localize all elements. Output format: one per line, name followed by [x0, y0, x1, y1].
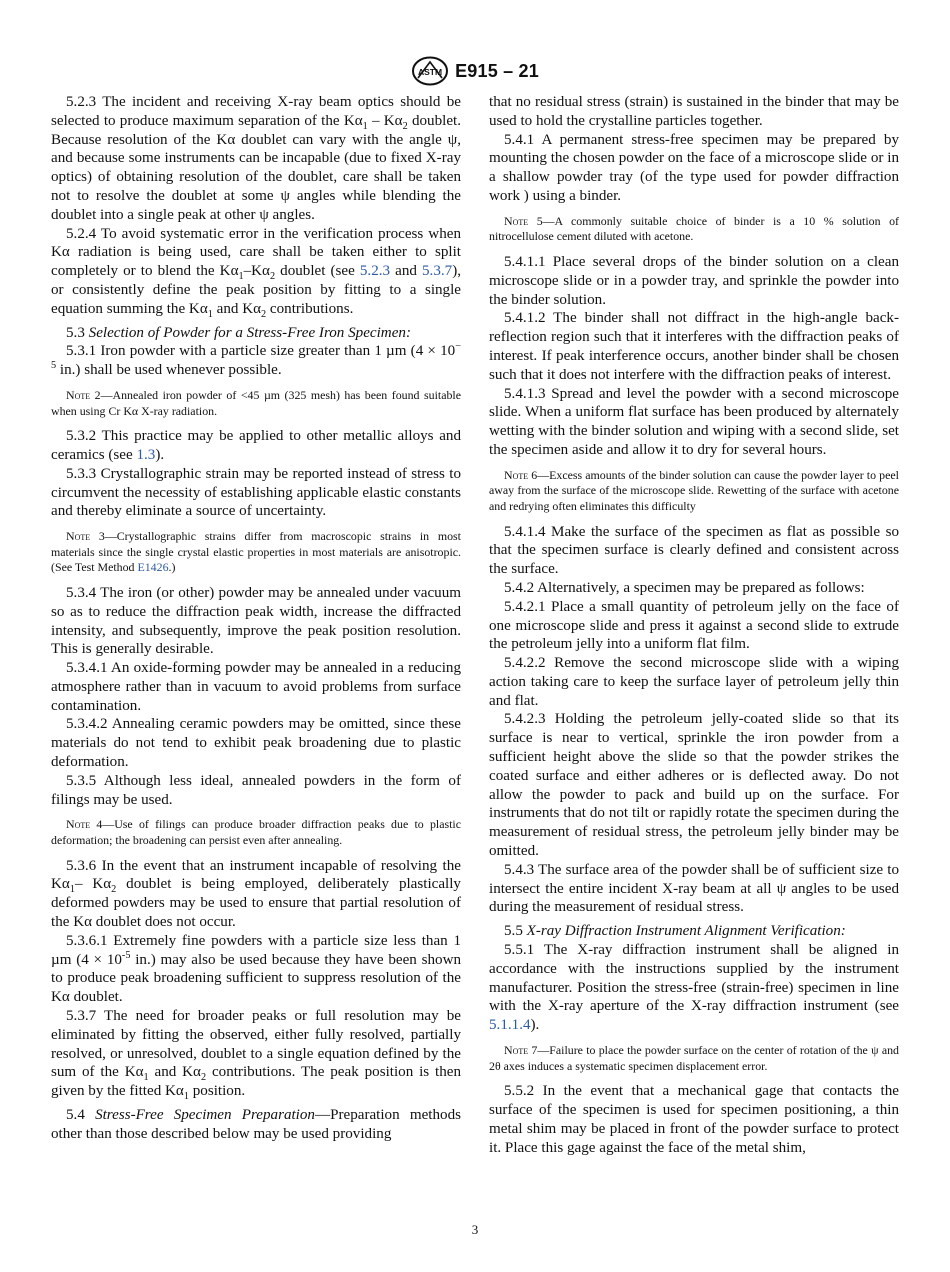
section-5-5-heading: 5.5 X-ray Diffraction Instrument Alignment Verification:: [504, 923, 846, 940]
note-4: Note 4—Use of filings can produce broader diffraction peaks due to plastic deformation; the broadening can persist even after annealing.: [51, 817, 461, 848]
para-5-3-7: 5.3.7 The need for broader peaks or full resolution may be eliminated by fitting the observed, either fully resolved, partially resolved, or unresolved, doublet to a single equation defined by the sum of the $K\alpha_1$ and $K\alpha_2$ contributions. The peak position is then given by the fitted $K\alpha_1$ position.: [51, 1008, 461, 1103]
page-number: 3: [471, 1222, 479, 1237]
para-5-4-continued: that no residual stress (strain) is sustained in the binder that may be used to hold the crystalline particles together.: [489, 94, 899, 129]
link-e1426[interactable]: E1426: [137, 560, 169, 575]
para-5-5-2: 5.5.2 In the event that a mechanical gage that contacts the surface of the specimen is used for specimen positioning, a thin metal shim may be placed in front of the powder surface to protect it. Place this gage against the face of the metal shim,: [489, 1083, 899, 1156]
para-5-3-4: 5.3.4 The iron (or other) powder may be annealed under vacuum so as to reduce the diffraction peak width, increase the diffracted intensity, and subsequently, improve the peak position resolution. This is generally desirable.: [51, 584, 461, 658]
note-6: Note 6—Excess amounts of the binder solution can cause the powder layer to peel away from the surface of the microscope slide. Rewetting of the surface with acetone and redrying often eliminates this difficulty: [489, 467, 899, 513]
para-5-4-1-4: 5.4.1.4 Make the surface of the specimen as flat as possible so that the specimen surface is clearly defined and consistent across the surface.: [489, 523, 899, 578]
astm-logo-text: ASTM: [418, 67, 443, 77]
para-5-4-1-2: 5.4.1.2 The binder shall not diffract in the high-angle back-reflection region such that it interferes with the diffraction peaks of interest. If peak interference occurs, another binder shall be chosen such that it does not interfere with the diffraction peaks of interest.: [489, 310, 899, 383]
section-5-3-heading: 5.3 Selection of Powder for a Stress-Free Iron Specimen:: [66, 324, 411, 341]
para-5-2-3: 5.2.3 The incident and receiving X-ray beam optics should be selected to produce maximum separation of the $K\alpha_1 - K\alpha_2$ doublet. Because resolution of the Kα doublet can vary with the angle ψ, and because some instruments can be incapable (due to fixed X-ray optics) of obtaining resolution of the doublet, care shall be taken not to resolve the doublet at some ψ angles while blending the doublet into a single peak at other ψ angles.: [51, 94, 461, 223]
para-5-4-2-1: 5.4.2.1 Place a small quantity of petroleum jelly on the face of one microscope slide and press it against a second slide to extrude the petroleum jelly into a uniform flat film.: [489, 598, 899, 653]
para-5-3-3: 5.3.3 Crystallographic strain may be reported instead of stress to circumvent the necessity of establishing applicable elastic constants and thereby eliminate a source of uncertainty.: [51, 465, 461, 520]
para-5-3-4-1: 5.3.4.1 An oxide-forming powder may be annealed in a reducing atmosphere rather than in vacuum to avoid problems from surface contamination.: [51, 660, 461, 714]
section-5-4-heading: 5.4 Stress-Free Specimen Preparation—Preparation methods other than those described below may be used providing: [51, 1107, 461, 1142]
note-3: Note 3—Crystallographic strains differ from macroscopic strains in most materials since the single crystal elastic properties in most materials are anisotropic. (See Test Method E1426.): [51, 529, 461, 575]
para-5-3-1: 5.3.1 Iron powder with a particle size greater than 1 µm ($4 \times 10^{- 5}$ in.) shall be used whenever possible.: [51, 341, 461, 379]
para-5-4-1: 5.4.1 A permanent stress-free specimen may be prepared by mounting the chosen powder on the face of a microscope slide or in a shallow powder tray (of the type used for powder diffraction work ) using a binder.: [489, 131, 899, 204]
page-header: [0, 54, 950, 88]
para-5-4-2-3: 5.4.2.3 Holding the petroleum jelly-coated slide so that its surface is near to vertical, sprinkle the iron powder from a sufficient height above the slide so that the powder strikes the coated surface and either adheres or is deflected away. Do not allow the powder to pack and build up on the surface. For instruments that do not tilt or rapidly rotate the specimen during the measurement of residual stress, the petroleum jelly binder may be omitted.: [489, 711, 899, 860]
para-5-2-4: 5.2.4 To avoid systematic error in the verification process when Kα radiation is being used, care shall be taken either to split completely or to blend the $K\alpha_1-K\alpha_2$ doublet (see 5.2.3 and 5.3.7), or consistently define the peak position by fitting to a single equation summing the $K\alpha_1$ and $K\alpha_2$ contributions.: [51, 225, 461, 320]
para-5-4-2: 5.4.2 Alternatively, a specimen may be prepared as follows:: [504, 579, 865, 596]
note-5: Note 5—A commonly suitable choice of binder is a 10 % solution of nitrocellulose cement diluted with acetone.: [489, 213, 899, 244]
para-5-4-3: 5.4.3 The surface area of the powder shall be of sufficient size to intersect the entire incident X-ray beam at all ψ angles to be used during the measurement of residual stress.: [489, 861, 899, 916]
astm-logo-icon: [411, 56, 449, 86]
link-5-1-1-4[interactable]: 5.1.1.4: [489, 1017, 531, 1034]
para-5-3-4-2: 5.3.4.2 Annealing ceramic powders may be omitted, since these materials do not tend to exhibit peak broadening due to plastic deformation.: [51, 716, 461, 771]
para-5-4-1-1: 5.4.1.1 Place several drops of the binder solution on a clean microscope slide or in a powder tray, and sprinkle the powder into the binder solution.: [489, 253, 899, 308]
note-7: Note 7—Failure to place the powder surface on the center of rotation of the ψ and 2θ axes induces a systematic specimen displacement error.: [489, 1043, 899, 1073]
link-5-3-7[interactable]: 5.3.7: [422, 263, 453, 280]
note-2: Note 2—Annealed iron powder of <45 µm (325 mesh) has been found suitable when using Cr Kα X-ray radiation.: [51, 387, 461, 418]
para-5-3-6-1: 5.3.6.1 Extremely fine powders with a particle size less than 1 µm ($4 \times 10^{-5}$ in.) may also be used because they have been shown to produce peak broadening sufficient to suppress resolution of the Kα doublet.: [51, 932, 462, 1006]
para-5-3-2: 5.3.2 This practice may be applied to other metallic alloys and ceramics (see 1.3).: [51, 428, 461, 463]
para-5-4-1-3: 5.4.1.3 Spread and level the powder with a second microscope slide. When a uniform flat surface has been produced by alternately wetting with the binder solution and wiping with a second slide, set the specimen aside and allow it to dry for several hours.: [489, 385, 899, 458]
right-column: [489, 93, 899, 1157]
link-1-3[interactable]: 1.3: [136, 446, 156, 463]
link-5-2-3[interactable]: 5.2.3: [359, 263, 391, 280]
para-5-4-2-2: 5.4.2.2 Remove the second microscope slide with a wiping action taking care to keep the surface layer of petroleum jelly thin and flat.: [489, 655, 899, 709]
document-id: E915 – 21: [455, 60, 539, 81]
para-5-5-1: 5.5.1 The X-ray diffraction instrument shall be aligned in accordance with the instructions supplied by the instrument manufacturer. Position the stress-free (strain-free) specimen in line with the X-ray aperture of the X-ray diffraction instrument (see 5.1.1.4).: [489, 942, 899, 1034]
para-5-3-5: 5.3.5 Although less ideal, annealed powders in the form of filings may be used.: [51, 772, 461, 808]
left-column: [51, 93, 461, 1144]
para-5-3-6: 5.3.6 In the event that an instrument incapable of resolving the $K\alpha_1-$ $K\alpha_2$ doublet is being employed, deliberately plastically deformed powders may be used to ensure that partial resolution of the Kα doublet does not occur.: [51, 857, 461, 931]
